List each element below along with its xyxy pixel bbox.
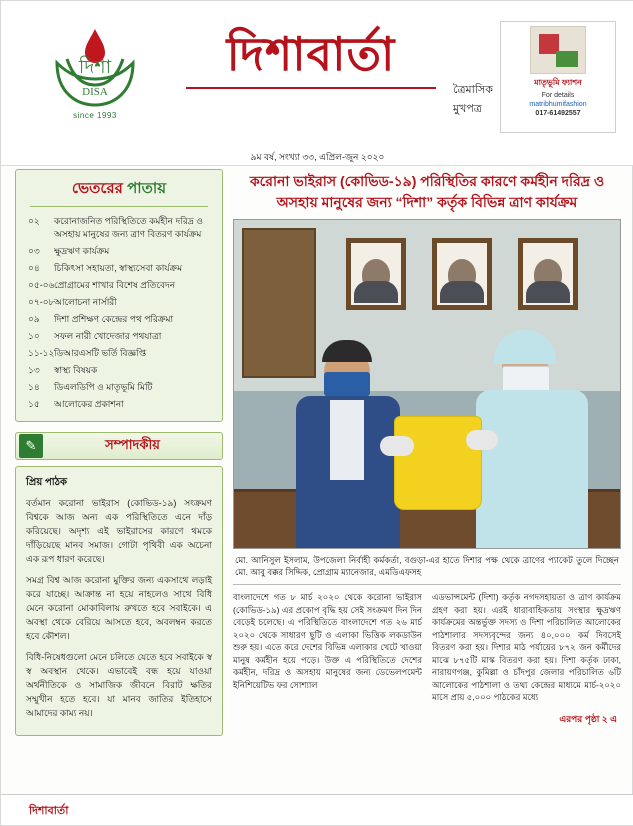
article-column-1 [233, 591, 422, 710]
list-item[interactable] [16, 294, 222, 311]
list-item[interactable] [16, 345, 222, 362]
ad-phone[interactable]: 017-61492557 [535, 110, 581, 117]
right-column [233, 169, 621, 727]
toc-entry-text: প্রোগ্রামের শাখার বিশেষ প্রতিবেদন [54, 280, 176, 290]
toc-page-number: ০৪ [28, 263, 40, 273]
editorial-greeting: প্রিয় পাঠক [26, 477, 68, 488]
list-item[interactable] [16, 379, 222, 396]
title-block [166, 29, 456, 89]
paper-title: দিশাবার্তা [226, 29, 396, 80]
toc-page-number: ০২ [28, 216, 40, 226]
list-item[interactable] [16, 260, 222, 277]
advertisement-box[interactable] [500, 21, 616, 133]
toc-page-number: ১১-১২ [28, 348, 55, 358]
portrait-frame [346, 238, 406, 310]
disha-logo [35, 23, 155, 131]
portrait-body [354, 281, 398, 303]
face-mask-blue [324, 372, 370, 396]
toc-entry-text: ডিএলডিপি ও মাতৃভূমি মিটি [54, 382, 153, 392]
editorial-paragraph: বর্তমান করোনা ভাইরাস (কোভিড-১৯) সংক্রমণ বিশ্বকে আজ অন্য এক পরিস্থিতিতে এনে দাঁড় করিয়েছে। অদৃশ্য এই ভাইরাসের কারণে থমকে দাঁড়িয়েছে মানব সমাজ। গোটা পৃথিবী এক অচেনা এক রূপ ধারণ করেছে। [26, 498, 212, 564]
article-columns [233, 585, 621, 710]
person-left-shirt [330, 400, 364, 480]
toc-page-number: ০৯ [28, 314, 40, 324]
toc-page-number: ১৫ [28, 399, 40, 409]
pen-icon: ✎ [19, 434, 43, 458]
ad-email[interactable]: matribhumifashion [529, 101, 587, 108]
toc-page-number: ১০ [28, 331, 40, 341]
issue-line: ৯ম বর্ষ, সংখ্যা ৩৩, এপ্রিল-জুন ২০২০ [1, 149, 633, 166]
portrait-body [526, 281, 570, 303]
gloved-hand-left [380, 436, 414, 456]
left-column [15, 169, 223, 736]
list-item[interactable] [16, 362, 222, 379]
contents-title [16, 170, 222, 206]
person-right-gown [476, 390, 588, 549]
ad-brand-name: মাতৃভূমি ফ্যাশন [534, 78, 582, 87]
toc-entry-text: করোনাজনিত পরিস্থিতিতে কর্মহীন দরিদ্র ও অসহায় মানুষের জন্য ত্রাণ বিতরণ কার্যক্রম [54, 216, 203, 239]
page-footer [1, 794, 633, 825]
footer-logo-text: দিশাবার্তা [29, 805, 69, 817]
contents-divider [30, 206, 208, 207]
svg-text:DISA: DISA [82, 86, 108, 98]
toc-page-number: ০৭-০৮ [28, 297, 55, 307]
portrait-frame [432, 238, 492, 310]
svg-text:দিশা: দিশা [78, 57, 112, 78]
face-mask-white [502, 366, 550, 392]
continued-on-page[interactable]: এরপর পৃষ্ঠা ২ এ [559, 713, 617, 724]
contents-card [15, 169, 223, 422]
toc-page-number: ১৩ [28, 365, 40, 375]
contents-title-part1: ভেতরের [71, 180, 123, 197]
toc-entry-text: ক্ষুদ্রঋণ কার্যক্রম [54, 246, 110, 256]
list-item[interactable] [16, 243, 222, 260]
article-column-2 [432, 591, 621, 710]
relief-distribution-photo [233, 219, 621, 549]
list-item[interactable] [16, 311, 222, 328]
toc-page-number: ১৪ [28, 382, 40, 392]
list-item[interactable] [16, 328, 222, 345]
article-paragraph: এডভান্সমেন্ট (দিশা) কর্তৃক নগদসহায়তা ও ত্রাণ কার্যক্রম গ্রহণ করা হয়। এরই ধারাবাহিকতায় সংস্থার ক্ষুদ্রঋণ কার্যক্রমের অন্তর্ভুক্ত সদস্য ও দিশা পরিচালিত আলোকের পাঠশালার সদস্যবৃন্দের জন্য ৪০,০০০ কর্ম দিবসেই বিতরণ করা হয়। দিশার মাঠ পর্যায়ের ৮৭২ জন কর্মীদের মাঝে ৮৭৫টি মাস্ক বিতরণ করা হয়। দিশা কর্তৃক ঢাকা, নারায়ণগঞ্জ, কুমিল্লা ও চাঁদপুর জেলার পরিচালিত ৬টি আলোকের পাঠশালা ও তথ্য কেন্দ্রের মাধ্যমে মার্চ-২০২০ মাসে প্রায় ৫,০০০ পাঠকের মধ্যে [432, 592, 621, 702]
logo-since-text: since 1993 [73, 111, 117, 120]
toc-entry-text: সফল নারী খোদেজার পথযাত্রা [54, 331, 162, 341]
list-item[interactable] [16, 396, 222, 413]
matribhumi-fashion-logo-icon [530, 26, 586, 74]
toc-entry-text: স্বাস্থ্য বিষয়ক [54, 365, 98, 375]
toc-page-number: ০৩ [28, 246, 40, 256]
masthead [1, 1, 633, 151]
toc-entry-text: চিকিৎসা সহায়তা, স্বাস্থ্যসেবা কার্যক্রম [54, 263, 183, 273]
editorial-header [15, 432, 223, 460]
ad-for-details: For details [541, 92, 575, 99]
paper-subtitle-line2: মুখপত্র [453, 103, 482, 115]
paper-subtitle-line1: ত্রৈমাসিক [453, 84, 493, 96]
gloved-hand-right [466, 430, 498, 450]
contents-title-part2: পাতায় [127, 180, 167, 197]
lead-headline: করোনা ভাইরাস (কোভিড-১৯) পরিস্থিতির কারণে কর্মহীন দরিদ্র ও অসহায় মানুষের জন্য “দিশা” কর্তৃক বিভিন্ন ত্রাণ কার্যক্রম [249, 173, 605, 210]
editorial-paragraph: বিধি-নিষেধগুলো মেনে চলিতে যেতে হবে সবাইকে স্ব স্ব অবস্থান থেকে। এভাবেই বন্ধ হয়ে যাওয়া অর্থনীতিকে ও সামাজিক জীবনে বিরাট ক্ষতির সম্মুখীন হতে হবে। যা মানব জাতির ইতিহাসে আমাদের কাম্য নয়। [26, 652, 212, 718]
photo-caption: মো. আনিসুল ইসলাম, উপজেলা নির্বাহী কর্মকর্তা, বগুড়া-এর হাতে দিশার পক্ষ থেকে ত্রাণের প্যাকেট তুলে দিচ্ছেন মো. আবু বক্কর সিদ্দিক, প্রোগ্রাম ম্যানেজার, এমডিএফসহ [233, 549, 621, 585]
disha-logo-icon [43, 23, 147, 109]
toc-entry-text: আলোকের প্রকাশনা [54, 399, 124, 409]
editorial-body [15, 466, 223, 736]
surgical-cap-icon [494, 330, 556, 364]
toc-page-number: ০৫-০৬ [28, 280, 55, 290]
list-item[interactable] [16, 277, 222, 294]
editorial-paragraph: সমগ্র বিশ্ব আজ করোনা মুক্তির জন্য একসাথে লড়াই করে যাচ্ছে। আক্রান্ত না হয়ে নাহলেও সাথে বিধি মেনে করোনা মোকাবিলায় রুখতে হবে সবাইকে। এ অবস্থা থেকে বেরিয়ে আসতে হবে, অবলম্বন করতে হবে কৌশল। [26, 575, 212, 641]
editorial-title: সম্পাদকীয় [105, 436, 160, 452]
toc-entry-text: ডিআরএসটি ভর্তি বিজ্ঞপ্তি [54, 348, 147, 358]
list-item[interactable] [16, 213, 222, 243]
toc-entry-text: দিশা প্রশিক্ষণ কেন্দ্রের পথ পরিক্রমা [54, 314, 174, 324]
portrait-body [440, 281, 484, 303]
portrait-frame [518, 238, 578, 310]
article-paragraph: বাংলাদেশে গত ৮ মার্চ ২০২০ থেকে করোনা ভাইরাস (কোভিড-১৯) এর প্রকোপ বৃদ্ধি হয় সেই সংক্রমণ দিন দিন বেড়েই চলেছে। এ পরিস্থিতিতে বাংলাদেশে গত ২৬ মার্চ ২০২০ থেকে সাধারণ ছুটি ও এলাকা ভিত্তিক লকডাউন শুরু হয়। এতে করে দেশের বিভিন্ন এলাকার খেটে খাওয়া মানুষ কর্মহীন হয়ে পড়ে। উক্ত এ পরিস্থিতিতে দেশের কর্মহীন, দরিদ্র ও অসহায় মানুষের জন্য ডেভেলপমেন্ট ইনিশিয়েটিভ ফর সোশ্যাল [233, 592, 422, 690]
title-rule [186, 87, 436, 89]
toc-entry-text: আলোচনা নার্সারী [54, 297, 117, 307]
relief-package-bag [394, 416, 482, 510]
